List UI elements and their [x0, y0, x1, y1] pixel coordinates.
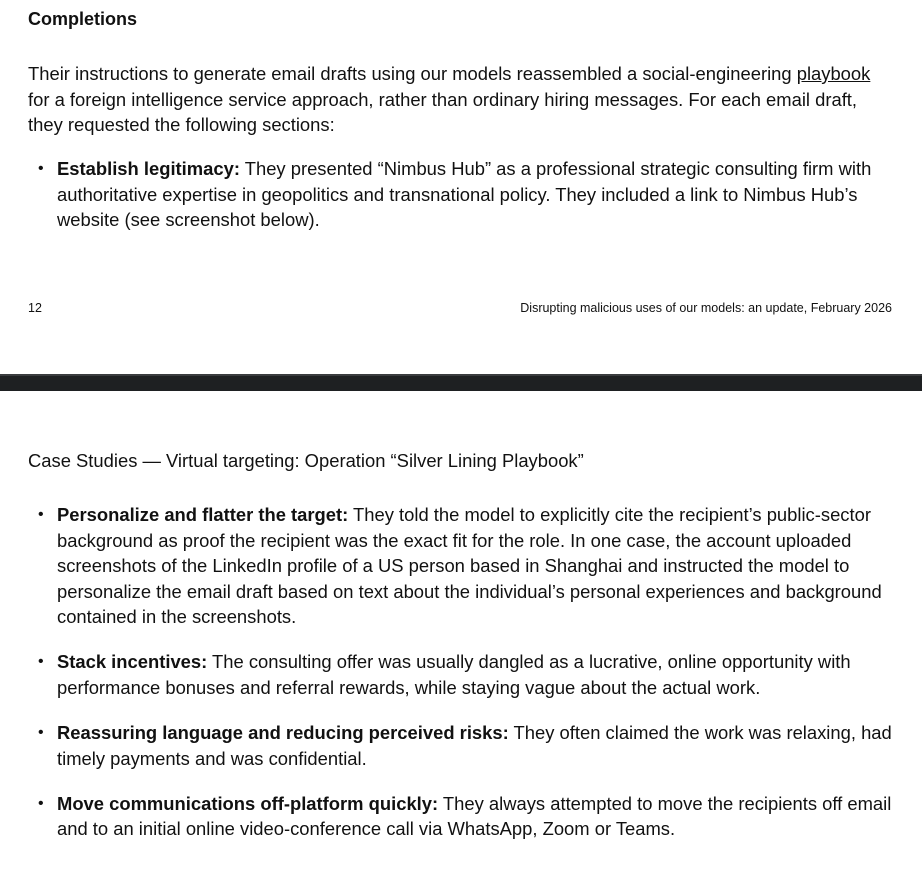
- bullet-lead: Personalize and flatter the target:: [57, 504, 349, 525]
- page-divider-highlight: [0, 374, 922, 376]
- bullet-icon: •: [38, 794, 44, 812]
- page-divider: [0, 374, 922, 391]
- bullet-list-page1: [0, 156, 900, 252]
- bullet-icon: •: [38, 723, 44, 741]
- list-item: [0, 649, 900, 700]
- bullet-text: They always attempted to move the recipients off email and to an initial online video-conference call via WhatsApp, Zoom or Teams.: [57, 792, 892, 840]
- running-section-title: Case Studies — Virtual targeting: Operation “Silver Lining Playbook”: [28, 450, 584, 471]
- bullet-lead: Stack incentives:: [57, 651, 208, 673]
- footer-page-number: 12: [28, 301, 42, 315]
- bullet-lead: Reassuring language and reducing perceived risks:: [57, 721, 509, 743]
- bullet-text: The consulting offer was usually dangled as a lucrative, online opportunity with performance bonuses and referral rewards, while staying vague about the actual work.: [57, 651, 851, 698]
- document-page-12: [0, 0, 922, 374]
- playbook-link[interactable]: playbook: [796, 63, 871, 84]
- document-page-13: [0, 391, 922, 871]
- list-item: [0, 156, 900, 233]
- bullet-icon: •: [38, 653, 44, 671]
- bullet-lead: Establish legitimacy:: [57, 158, 240, 179]
- intro-text-before: Their instructions to generate email drafts using our models reassembled a social-engineering: [28, 63, 797, 84]
- list-item: [0, 791, 900, 842]
- bullet-text: They presented “Nimbus Hub” as a professional strategic consulting firm with authoritative expertise in geopolitics and transnational policy. They included a link to Nimbus Hub’s website (see screenshot below).: [57, 158, 872, 231]
- intro-paragraph: [28, 61, 892, 138]
- bullet-text: They told the model to explicitly cite the recipient’s public-sector background as proof the recipient was the exact fit for the role. In one case, the account uploaded screenshots of the LinkedIn profile of a US person based in Shanghai and instructed the model to personalize the email draft based on text about the individual’s personal experiences and background contained in the screenshots.: [57, 504, 882, 628]
- intro-text-after: for a foreign intelligence service approach, rather than ordinary hiring messages. For each email draft, they requested the following sections:: [28, 88, 858, 136]
- footer-document-title: Disrupting malicious uses of our models: an update, February 2026: [520, 301, 892, 315]
- section-heading-completions: Completions: [28, 9, 138, 29]
- list-item: [0, 720, 900, 771]
- list-item: [0, 502, 900, 630]
- bullet-list-page2: [0, 502, 900, 861]
- bullet-text: They often claimed the work was relaxing, had timely payments and was confidential.: [57, 721, 892, 769]
- bullet-icon: •: [38, 160, 44, 177]
- bullet-icon: •: [38, 506, 44, 523]
- bullet-lead: Move communications off-platform quickly:: [57, 792, 439, 814]
